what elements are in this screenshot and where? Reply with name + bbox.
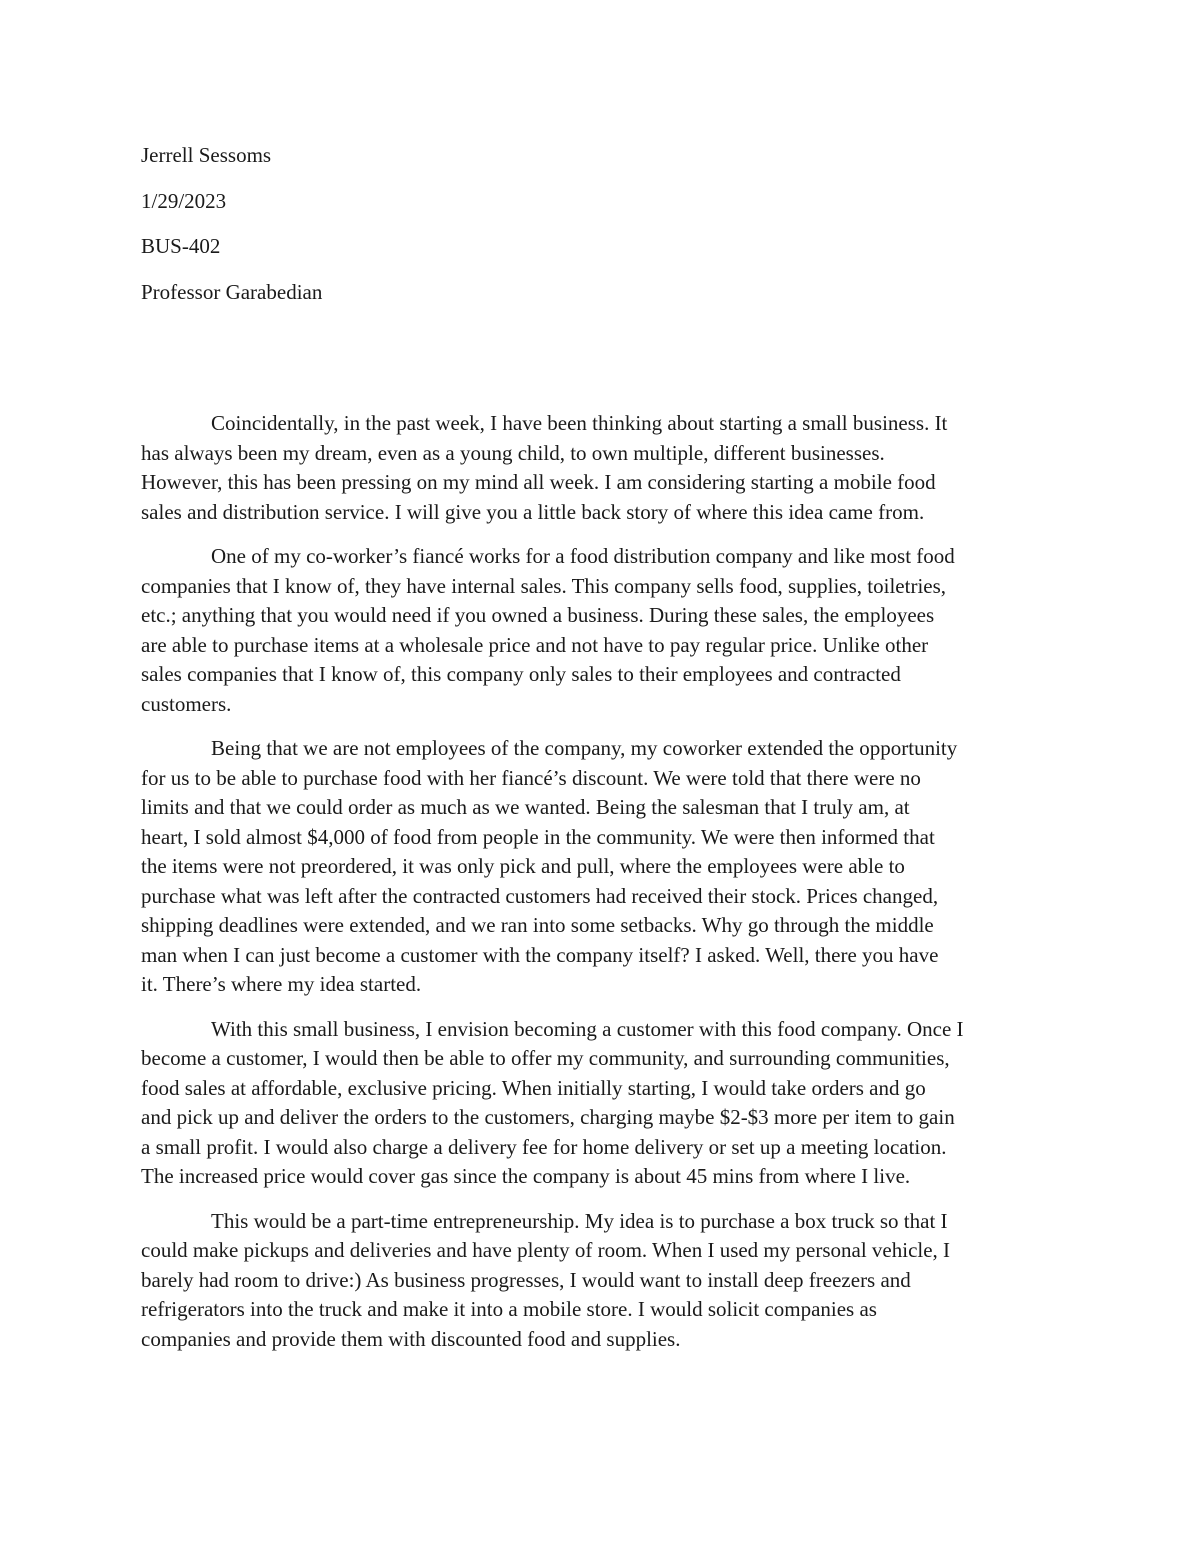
paragraph-line: Coincidentally, in the past week, I have been thinking about starting a small business. It	[211, 411, 948, 435]
paragraph-line: and pick up and deliver the orders to the customers, charging maybe $2-$3 more per item to gain	[141, 1105, 955, 1129]
paragraph-line: The increased price would cover gas since the company is about 45 mins from where I live.	[141, 1164, 911, 1188]
paragraph-line: sales and distribution service. I will give you a little back story of where this idea came from.	[141, 499, 925, 524]
paragraph-line: etc.; anything that you would need if you owned a business. During these sales, the employees	[141, 603, 935, 627]
paragraph-line: heart, I sold almost $4,000 of food from people in the community. We were then informed that	[141, 824, 935, 849]
paragraph-line: With this small business, I envision becoming a customer with this food company. Once I	[211, 1016, 964, 1041]
paragraph-line: limits and that we could order as much as we wanted. Being the salesman that I truly am, at	[141, 795, 910, 819]
paragraph-line: This would be a part-time entrepreneurship. My idea is to purchase a box truck so that I	[211, 1208, 948, 1233]
document-date: 1/29/2023	[141, 188, 227, 213]
paragraph-line: However, this has been pressing on my mind all week. I am considering starting a mobile food	[141, 470, 936, 494]
paragraph-line: refrigerators into the truck and make it into a mobile store. I would solicit companies as	[141, 1297, 877, 1321]
paragraph-line: are able to purchase items at a wholesale price and not have to pay regular price. Unlike other	[141, 632, 929, 657]
paragraph-1	[141, 409, 1059, 527]
paragraph-3	[141, 734, 1059, 1000]
paragraph-4	[141, 1015, 1059, 1192]
paragraph-line: barely had room to drive:) As business progresses, I would want to install deep freezers and	[141, 1267, 911, 1292]
paragraph-line: man when I can just become a customer with the company itself? I asked. Well, there you have	[141, 942, 939, 967]
author-name: Jerrell Sessoms	[141, 143, 272, 167]
paragraph-2	[141, 542, 1059, 719]
paragraph-line: shipping deadlines were extended, and we ran into some setbacks. Why go through the middle	[141, 913, 934, 937]
paragraph-line: the items were not preordered, it was only pick and pull, where the employees were able to	[141, 854, 905, 878]
paragraph-line: could make pickups and deliveries and have plenty of room. When I used my personal vehicle, I	[141, 1238, 951, 1262]
paragraph-line: has always been my dream, even as a young child, to own multiple, different businesses.	[141, 440, 885, 465]
paragraph-line: companies that I know of, they have internal sales. This company sells food, supplies, toiletries,	[141, 573, 947, 598]
paragraph-line: purchase what was left after the contracted customers had received their stock. Prices changed,	[141, 883, 939, 908]
document-body	[141, 409, 1059, 1369]
paragraph-line: it. There’s where my idea started.	[141, 972, 422, 996]
paragraph-5	[141, 1207, 1059, 1355]
paragraph-line: for us to be able to purchase food with her fiancé’s discount. We were told that there were no	[141, 765, 921, 790]
paragraph-line: customers.	[141, 691, 232, 716]
paragraph-line: sales companies that I know of, this company only sales to their employees and contracted	[141, 662, 901, 686]
course-code: BUS-402	[141, 234, 221, 258]
paragraph-line: Being that we are not employees of the company, my coworker extended the opportunity	[211, 736, 958, 760]
paragraph-line: a small profit. I would also charge a delivery fee for home delivery or set up a meeting location.	[141, 1134, 947, 1159]
paragraph-line: become a customer, I would then be able to offer my community, and surrounding communities,	[141, 1046, 950, 1070]
document-header	[141, 140, 1061, 322]
paragraph-line: companies and provide them with discounted food and supplies.	[141, 1326, 681, 1351]
professor-name: Professor Garabedian	[141, 279, 323, 304]
paragraph-line: One of my co-worker’s fiancé works for a food distribution company and like most food	[211, 544, 955, 568]
paragraph-line: food sales at affordable, exclusive pricing. When initially starting, I would take orders and go	[141, 1075, 926, 1100]
